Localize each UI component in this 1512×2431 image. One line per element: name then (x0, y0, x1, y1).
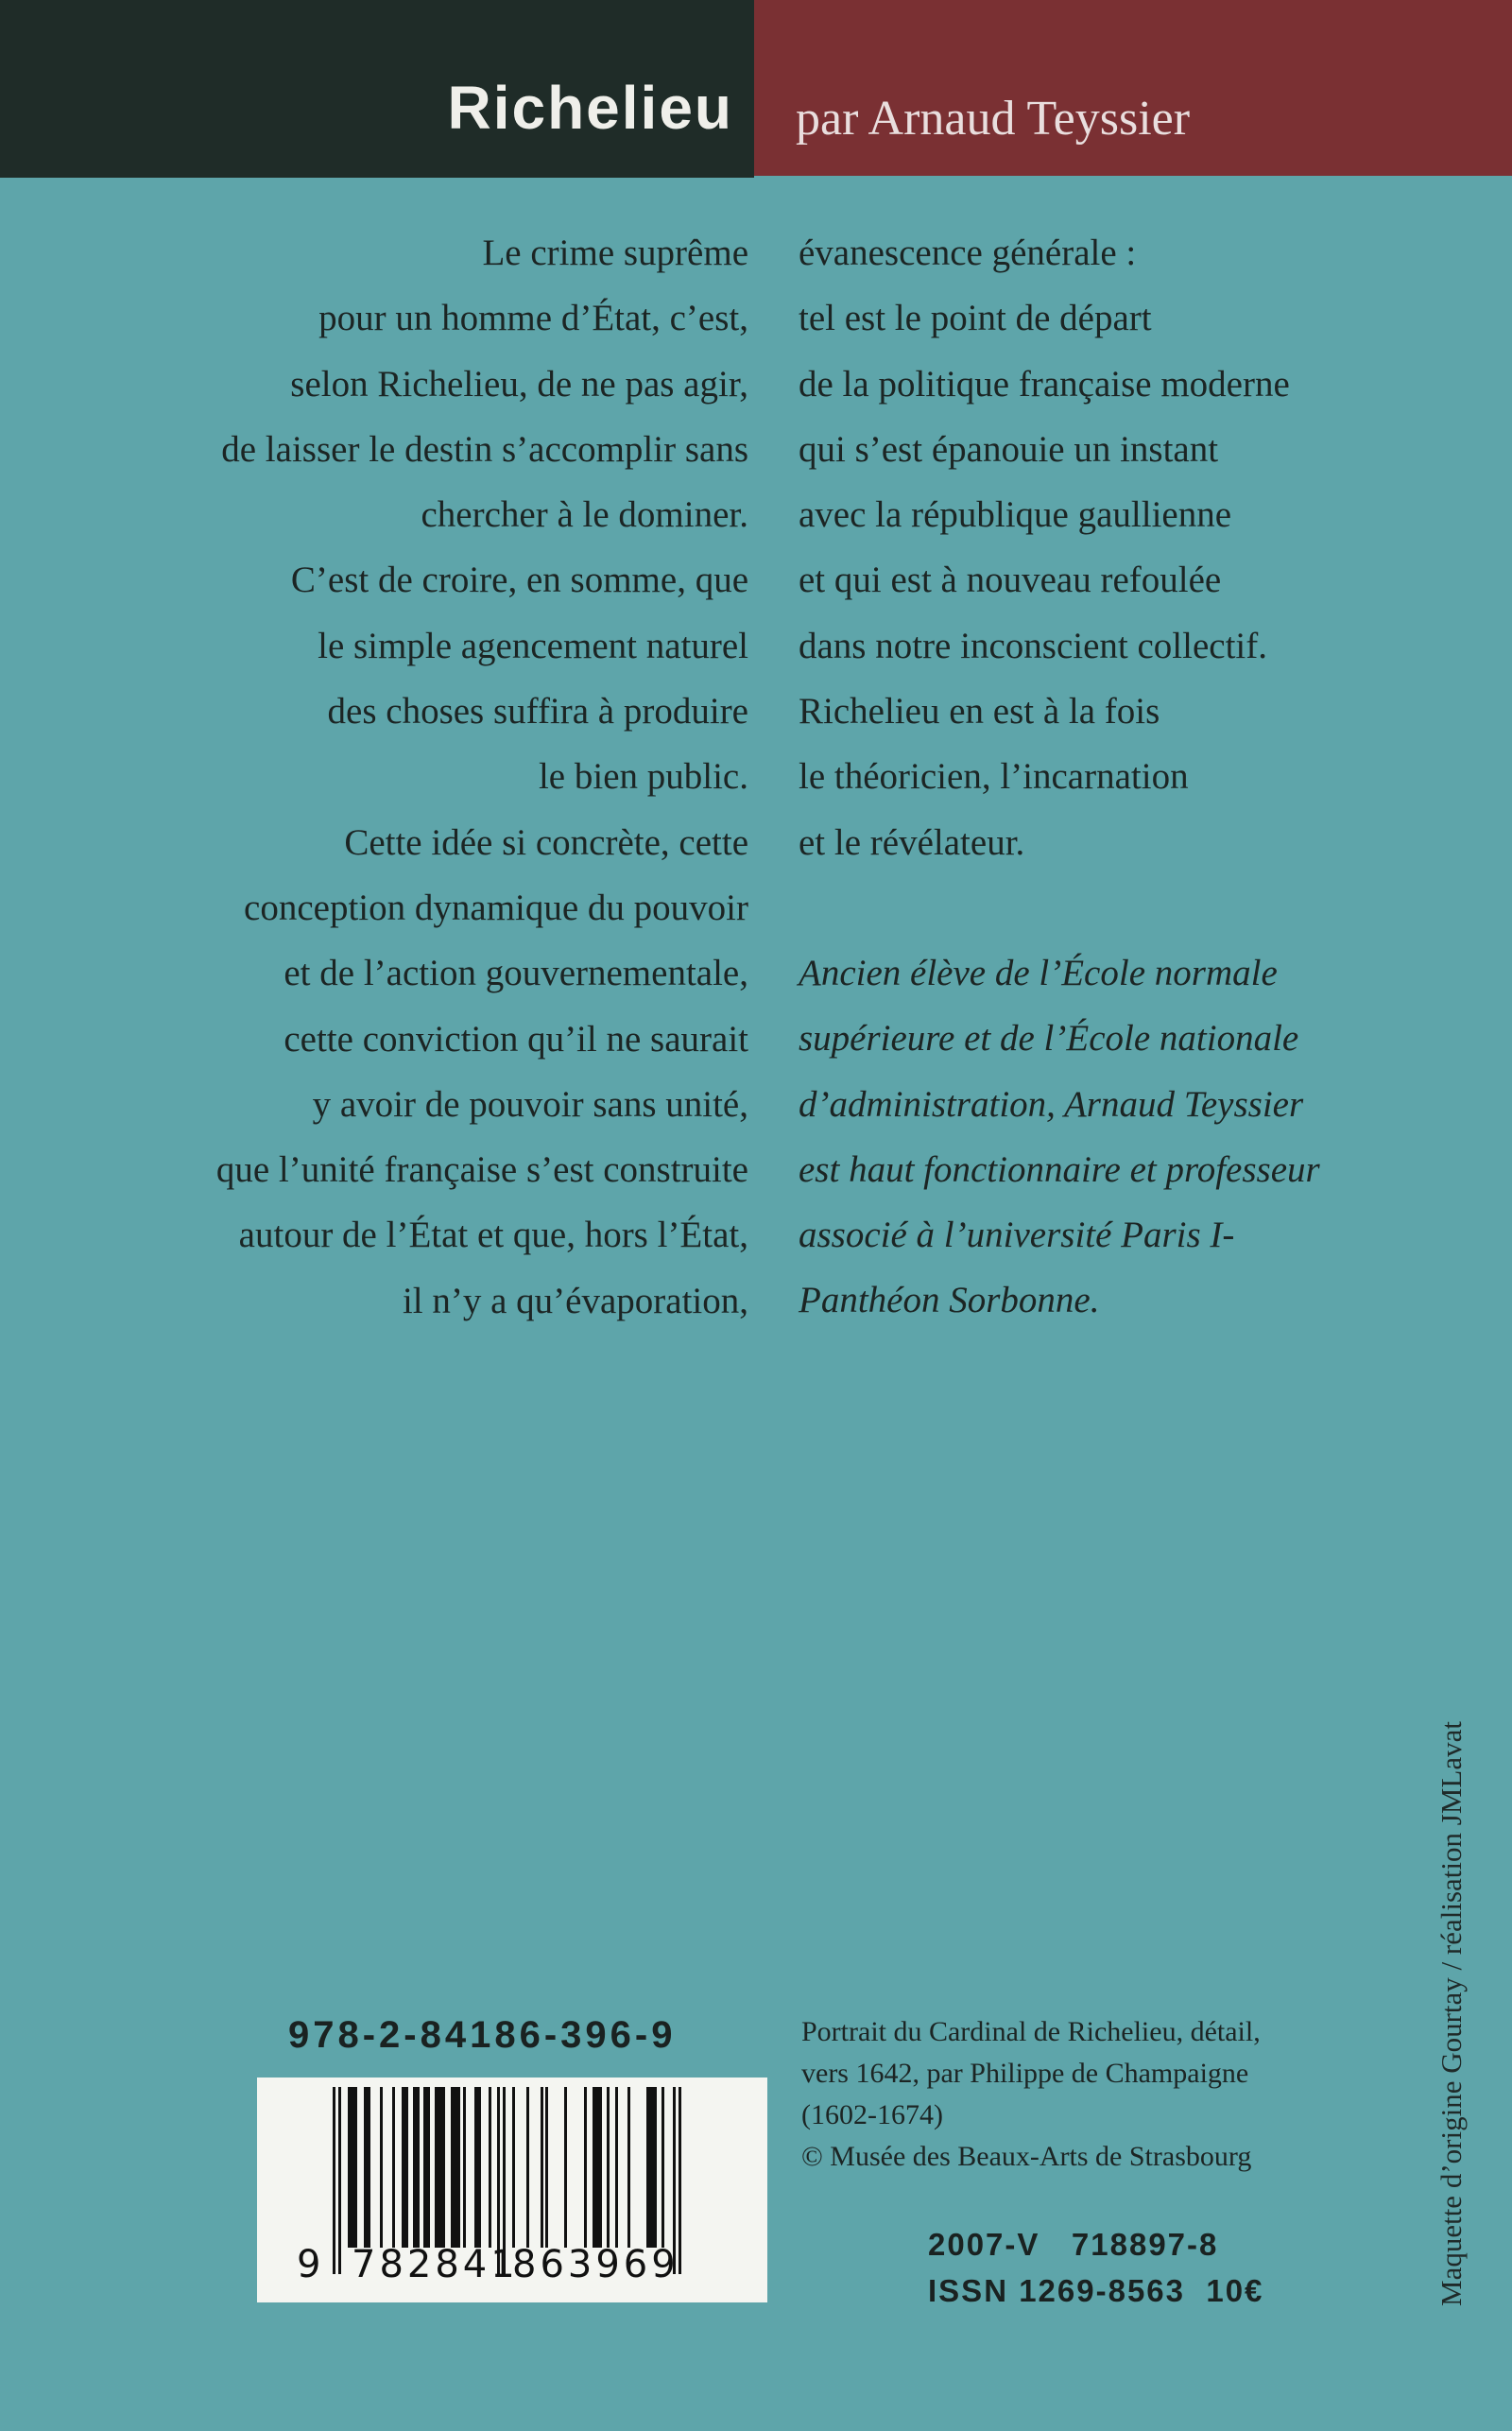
blurb-line: dans notre inconscient collectif. (799, 625, 1267, 666)
blurb-line: le bien public. (538, 756, 748, 798)
blurb-line: des choses suffira à produire (327, 691, 748, 733)
blurb-line: Le crime suprême (482, 233, 748, 273)
blurb-line: et le révélateur. (799, 821, 1025, 863)
barcode-digits-right: 863969 (512, 2243, 679, 2286)
design-credit: Maquette d’origine Gourtay / réalisation JMLavat (1435, 1721, 1468, 2306)
blurb-line: conception dynamique du pouvoir (244, 887, 748, 928)
blurb-line: évanescence générale : (799, 233, 1137, 273)
blurb-line: et qui est à nouveau refoulée (799, 560, 1222, 601)
blurb-line: chercher à le dominer. (421, 494, 748, 536)
blurb-line: et de l’action gouvernementale, (284, 953, 748, 994)
blurb-line: tel est le point de départ (799, 298, 1152, 339)
blurb-line: avec la république gaullienne (799, 494, 1232, 536)
issn-price: ISSN 1269-8563 10€ (928, 2273, 1264, 2308)
book-author: par Arnaud Teyssier (796, 92, 1191, 146)
blurb-line: le théoricien, l’incarnation (799, 756, 1189, 798)
blurb-line: y avoir de pouvoir sans unité, (312, 1083, 748, 1125)
bio-line: supérieure et de l’École nationale (799, 1018, 1299, 1060)
isbn-label: 978-2-84186-396-9 (288, 2014, 677, 2056)
blurb-line: le simple agencement naturel (318, 625, 748, 666)
barcode-digits-left: 782841 (352, 2243, 519, 2286)
barcode (257, 2078, 767, 2302)
author-bio (799, 940, 1479, 1334)
blurb-line: de laisser le destin s’accomplir sans (221, 428, 748, 470)
blurb-line: que l’unité française s’est construite (215, 1149, 748, 1191)
bio-line: Panthéon Sorbonne. (799, 1280, 1100, 1321)
blurb-left-column (57, 220, 748, 1334)
blurb-line: il n’y a qu’évaporation, (402, 1280, 748, 1321)
blurb-line: C’est de croire, en somme, que (290, 560, 748, 601)
paragraph-gap (799, 875, 1479, 940)
header-author-band (754, 0, 1512, 176)
barcode-digit-first: 9 (297, 2243, 321, 2286)
caption-line: © Musée des Beaux-Arts de Strasbourg (801, 2141, 1252, 2172)
bio-line: d’administration, Arnaud Teyssier (799, 1083, 1304, 1125)
header-title-band (0, 0, 754, 178)
blurb-line: Cette idée si concrète, cette (344, 821, 748, 863)
blurb-line: autour de l’État et que, hors l’État, (238, 1215, 748, 1256)
depot-code: 2007-V 718897-8 (928, 2227, 1219, 2262)
publication-codes (928, 2221, 1263, 2314)
blurb-line: pour un homme d’État, c’est, (318, 298, 748, 339)
blurb-line: selon Richelieu, de ne pas agir, (290, 363, 748, 405)
blurb-line: de la politique française moderne (799, 363, 1290, 405)
portrait-caption (801, 2011, 1406, 2178)
caption-line: vers 1642, par Philippe de Champaigne (801, 2058, 1249, 2089)
caption-line: Portrait du Cardinal de Richelieu, détail, (801, 2016, 1261, 2047)
bio-line: associé à l’université Paris I- (799, 1215, 1235, 1256)
caption-line: (1602-1674) (801, 2099, 943, 2130)
bio-line: est haut fonctionnaire et professeur (799, 1148, 1320, 1190)
bio-line: Ancien élève de l’École normale (799, 952, 1278, 993)
blurb-line: Richelieu en est à la fois (799, 691, 1160, 733)
blurb-line: cette conviction qu’il ne saurait (284, 1018, 748, 1060)
blurb-line: qui s’est épanouie un instant (799, 428, 1219, 470)
book-title: Richelieu (447, 74, 733, 142)
blurb-right-column (799, 220, 1479, 1334)
